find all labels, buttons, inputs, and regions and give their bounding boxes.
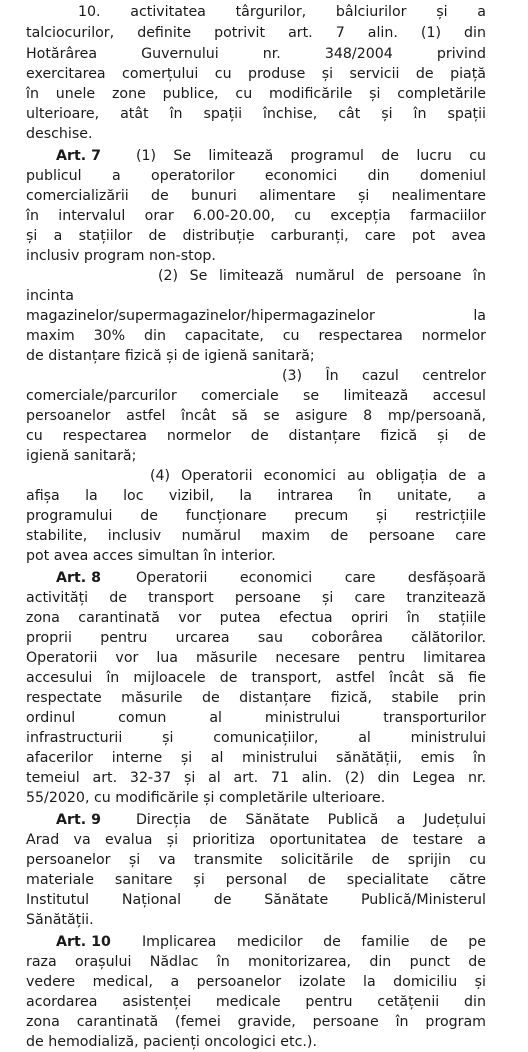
text-line [26,628,486,648]
line-text: persoanelor și va transmite solicitările de sprijin cu [26,852,486,868]
text-line [26,768,486,788]
line-text: 55/2020, cu modificările și completările ulterioare. [26,790,386,806]
text-line [26,890,486,910]
text-line [26,64,486,84]
line-text: în intervalul orar 6.00-20.00, cu excepția farmaciilor [26,208,486,224]
text-line [26,166,486,186]
line-text: talciocurilor, definite potrivit art. 7 alin. (1) din [26,25,486,41]
line-text: Arad va evalua și prioritiza oportunitatea de testare a [26,832,486,848]
text-line [26,850,486,870]
line-text: (4) Operatorii economici au obligația de a [150,468,486,484]
text-line [26,608,486,628]
line-text: în unele zone publice, cu modificările și completările [26,86,486,102]
line-text: programului de funcționare precum și restricțiile [26,508,486,524]
line-text: activități de transport persoane și care tranzitează [26,590,486,606]
article-heading-line [26,146,486,166]
text-line [26,992,486,1012]
text-line [26,386,486,406]
text-line [26,788,486,808]
text-line [26,326,486,346]
line-text: de hemodializă, pacienți oncologici etc.). [26,1034,317,1050]
line-text: maxim 30% din capacitate, cu respectarea normelor [26,328,486,344]
text-line [26,910,486,930]
text-line [26,708,486,728]
text-line [26,830,486,850]
line-text: comerciale/parcurilor comerciale se limitează accesul [26,388,486,404]
line-text: vedere medical, a persoanelor izolate la domiciliu și [26,974,486,990]
line-text: zona carantinată (femei gravide, persoane în program [26,1014,486,1030]
line-text: afișa la loc vizibil, la intrarea în unitate, a [26,488,486,504]
text-line [26,246,486,266]
line-text: zona carantinată vor putea efectua opriri în stațiile [26,610,486,626]
article-label: Art. 9 [56,812,101,828]
text-line [26,486,486,506]
text-line [26,506,486,526]
line-text: (2) Se limitează numărul de persoane în [158,268,486,284]
text-line [26,870,486,890]
line-text: cu respectarea normelor de distanțare fizică și de [26,428,486,444]
line-text: ordinul comun al ministrului transporturilor [26,710,486,726]
line-text: Hotărârea Guvernului nr. 348/2004 privind [26,46,486,62]
line-text: igienă sanitară; [26,448,137,464]
text-line [26,1032,486,1052]
line-text: Sănătății. [26,912,94,928]
text-line [26,406,486,426]
line-text: Implicarea medicilor de familie de pe [142,934,486,950]
line-text: comercializării de bunuri alimentare și nealimentare [26,188,486,204]
line-text: 10. activitatea târgurilor, bâlciurilor și a [78,4,486,20]
article-heading-line [26,568,486,588]
text-line [26,728,486,748]
line-text: materiale sanitare și personal de specialitate către [26,872,486,888]
line-text: (1) Se limitează programul de lucru cu [136,148,486,164]
text-line [26,446,486,466]
line-text: de distanțare fizică și de igienă sanitară; [26,348,315,364]
line-text: magazinelor/supermagazinelor/hipermagazinelor la [26,308,486,324]
line-text: Operatorii economici care desfășoară [136,570,486,586]
text-line [26,2,486,22]
line-text: (3) În cazul centrelor [282,368,486,384]
text-line [26,426,486,446]
text-line [26,668,486,688]
text-line [26,588,486,608]
line-text: proprii pentru urcarea sau coborârea călătorilor. [26,630,486,646]
line-text: pot avea acces simultan în interior. [26,548,276,564]
text-line [26,748,486,768]
text-line [26,952,486,972]
text-line [26,526,486,546]
line-text: infrastructurii și comunicațiilor, al ministrului [26,730,486,746]
text-line [26,366,486,386]
text-line [26,648,486,668]
line-text: inclusiv program non-stop. [26,248,216,264]
text-line [26,1012,486,1032]
text-line [26,466,486,486]
article-label: Art. 7 [56,148,101,164]
text-line [26,104,486,124]
text-line [26,266,486,286]
line-text: Operatorii vor lua măsurile necesare pentru limitarea [26,650,486,666]
line-text: accesului în mijloacele de transport, astfel încât să fie [26,670,486,686]
line-text: raza orașului Nădlac în monitorizarea, din punct de [26,954,486,970]
line-text: persoanelor astfel încât să se asigure 8 mp/persoană, [26,408,486,424]
line-text: temeiul art. 32-37 și al art. 71 alin. (2) din Legea nr. [26,770,486,786]
line-text: incinta [26,288,74,304]
text-line [26,84,486,104]
article-heading-line [26,932,486,952]
text-line [26,286,486,306]
article-label: Art. 10 [56,934,111,950]
line-text: deschise. [26,126,93,142]
text-line [26,688,486,708]
text-line [26,306,486,326]
article-label: Art. 8 [56,570,101,586]
text-line [26,972,486,992]
text-line [26,44,486,64]
text-line [26,23,486,43]
line-text: exercitarea comerțului cu produse și servicii de piață [26,66,486,82]
line-text: stabilite, inclusiv numărul maxim de persoane care [26,528,486,544]
text-line [26,346,486,366]
text-line [26,186,486,206]
text-line [26,124,486,144]
article-heading-line [26,810,486,830]
line-text: Direcția de Sănătate Publică a Județului [136,812,486,828]
line-text: acordarea asistenței medicale pentru cetățenii din [26,994,486,1010]
text-line [26,546,486,566]
line-text: respectate măsurile de distanțare fizică, stabile prin [26,690,486,706]
line-text: și a stațiilor de distribuție carburanți, care pot avea [26,228,486,244]
text-line [26,226,486,246]
line-text: ulterioare, atât în spații închise, cât și în spații [26,106,486,122]
line-text: afacerilor interne și al ministrului sănătății, emis în [26,750,486,766]
line-text: publicul a operatorilor economici din domeniul [26,168,486,184]
line-text: Institutul Național de Sănătate Publică/Ministerul [26,892,486,908]
text-line [26,206,486,226]
